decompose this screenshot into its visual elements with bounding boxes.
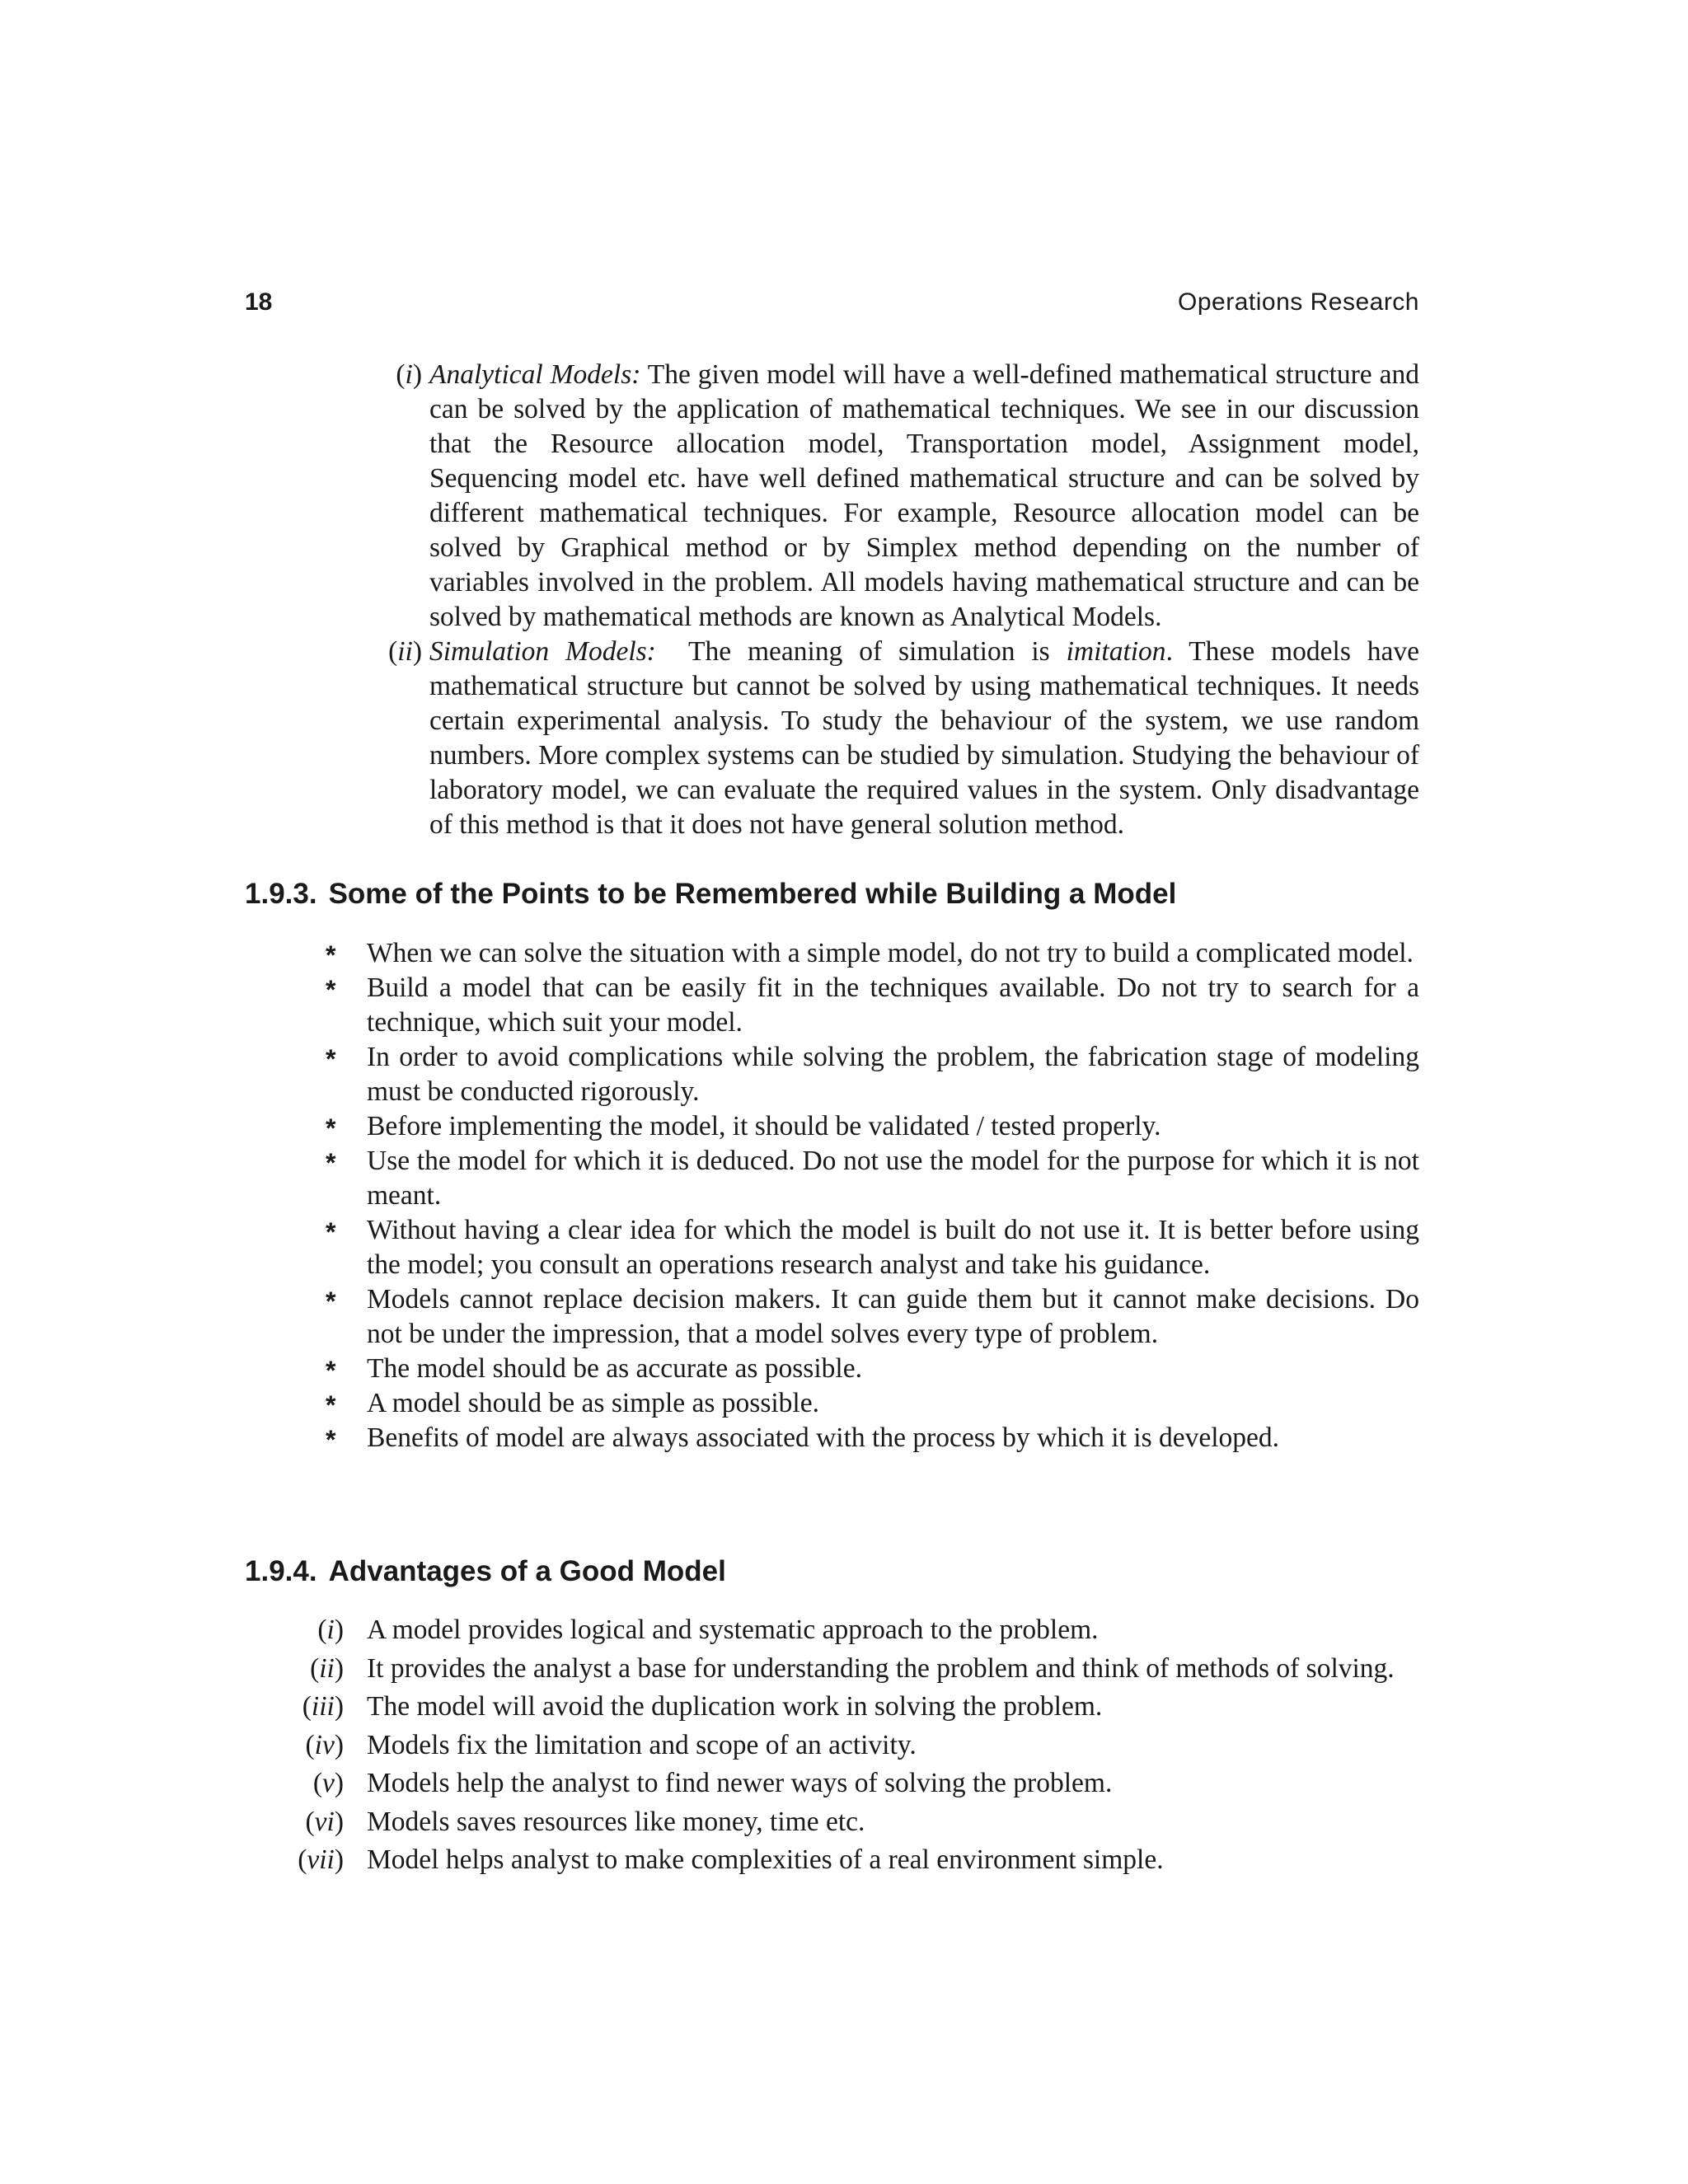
- list-item-number: (i): [317, 1615, 344, 1645]
- model-types-list: [245, 358, 1419, 842]
- term-description-start: The meaning of simulation is: [688, 636, 1050, 667]
- list-item-number: (ii): [388, 636, 422, 667]
- list-item-number: (iii): [302, 1691, 344, 1722]
- list-item: * Models cannot replace decision makers. It can guide them but it cannot make decisions. Do not be under the impression, that a model solves every type of problem.: [326, 1284, 1419, 1349]
- advantages-list: [245, 1613, 1419, 1882]
- list-item: (vi) Models saves resources like money, time etc.: [245, 1805, 1419, 1840]
- section-number: 1.9.4.: [245, 1555, 317, 1587]
- list-item: (ii) It provides the analyst a base for understanding the problem and think of methods of solving.: [245, 1652, 1419, 1686]
- list-item-analytical-models: [245, 358, 1419, 635]
- bullet-star: *: [326, 1390, 336, 1420]
- list-item-number: (i): [396, 359, 422, 390]
- bullet-star: *: [326, 1044, 336, 1074]
- section-number: 1.9.3.: [245, 878, 317, 910]
- bullet-star: *: [326, 1148, 336, 1178]
- list-item: (iii) The model will avoid the duplication work in solving the problem.: [245, 1690, 1419, 1724]
- list-item-number: (v): [312, 1768, 344, 1798]
- running-header: [245, 288, 1419, 321]
- emphasis-word: imitation: [1066, 636, 1166, 667]
- list-item: * A model should be as simple as possible.: [245, 1386, 1419, 1421]
- points-list: [245, 936, 1419, 1455]
- list-item: * The model should be as accurate as possible.: [245, 1352, 1419, 1386]
- list-item-number: (ii): [310, 1652, 344, 1684]
- list-item-simulation-models: [245, 635, 1419, 842]
- list-item: * Before implementing the model, it should be validated / tested properly.: [245, 1109, 1419, 1144]
- page-number: 18: [245, 288, 273, 316]
- section-heading-advantages: [245, 1554, 726, 1589]
- bullet-star: *: [326, 1217, 336, 1247]
- term-description: The given model will have a well-defined mathematical structure and can be solved by the application of mathematical techniques. We see in our discussion that the Resource allocation model, Transportation model, Assignment model, Sequencing model etc. have well defined mathematical structure and can be solved by different mathematical techniques. For example, Resource allocation model can be solved by Graphical method or by Simplex method depending on the number of variables involved in the problem. All models having mathematical structure and can be solved by mathematical methods are known as Analytical Models.: [429, 359, 1419, 632]
- list-item-number: (iv): [305, 1729, 344, 1760]
- section-title: Advantages of a Good Model: [328, 1555, 726, 1587]
- bullet-star: *: [326, 1286, 336, 1316]
- list-item: * When we can solve the situation with a simple model, do not try to build a complicated model.: [245, 936, 1419, 971]
- bullet-star: *: [326, 975, 336, 1005]
- term-title: Analytical Models:: [429, 359, 641, 390]
- list-item-number: (vi): [305, 1806, 344, 1837]
- section-heading-points: [245, 877, 1176, 912]
- term-title: Simulation Models:: [429, 636, 656, 667]
- list-item: * Use the model for which it is deduced. Do not use the model for the purpose for which it is not meant.: [326, 1146, 1419, 1211]
- bullet-star: *: [326, 1113, 336, 1143]
- term-description-end: . These models have mathematical structure but cannot be solved by using mathematical techniques. It needs certain experimental analysis. To study the behaviour of the system, we use random numbers. More complex systems can be studied by simulation. Studying the behaviour of laboratory model, we can evaluate the required values in the system. Only disadvantage of this method is that it does not have general solution method.: [429, 636, 1419, 840]
- bullet-star: *: [326, 1425, 336, 1455]
- list-item: (v) Models help the analyst to find newer ways of solving the problem.: [245, 1766, 1419, 1801]
- list-item: * In order to avoid complications while solving the problem, the fabrication stage of modeling must be conducted rigorously.: [326, 1042, 1419, 1107]
- list-item: (iv) Models fix the limitation and scope of an activity.: [245, 1728, 1419, 1763]
- section-title: Some of the Points to be Remembered while Building a Model: [328, 878, 1177, 910]
- list-item: * Build a model that can be easily fit in the techniques available. Do not try to search for a technique, which suit your model.: [326, 972, 1419, 1038]
- list-item-number: (vii): [298, 1844, 344, 1875]
- list-item: (vii) Model helps analyst to make complexities of a real environment simple.: [245, 1843, 1419, 1877]
- bullet-star: *: [326, 1356, 336, 1385]
- book-title: Operations Research: [1178, 288, 1419, 316]
- list-item: * Benefits of model are always associated with the process by which it is developed.: [245, 1421, 1419, 1455]
- bullet-star: *: [326, 940, 336, 970]
- list-item: * Without having a clear idea for which the model is built do not use it. It is better before using the model; you consult an operations research analyst and take his guidance.: [326, 1215, 1419, 1280]
- list-item: (i) A model provides logical and systematic approach to the problem.: [245, 1613, 1419, 1647]
